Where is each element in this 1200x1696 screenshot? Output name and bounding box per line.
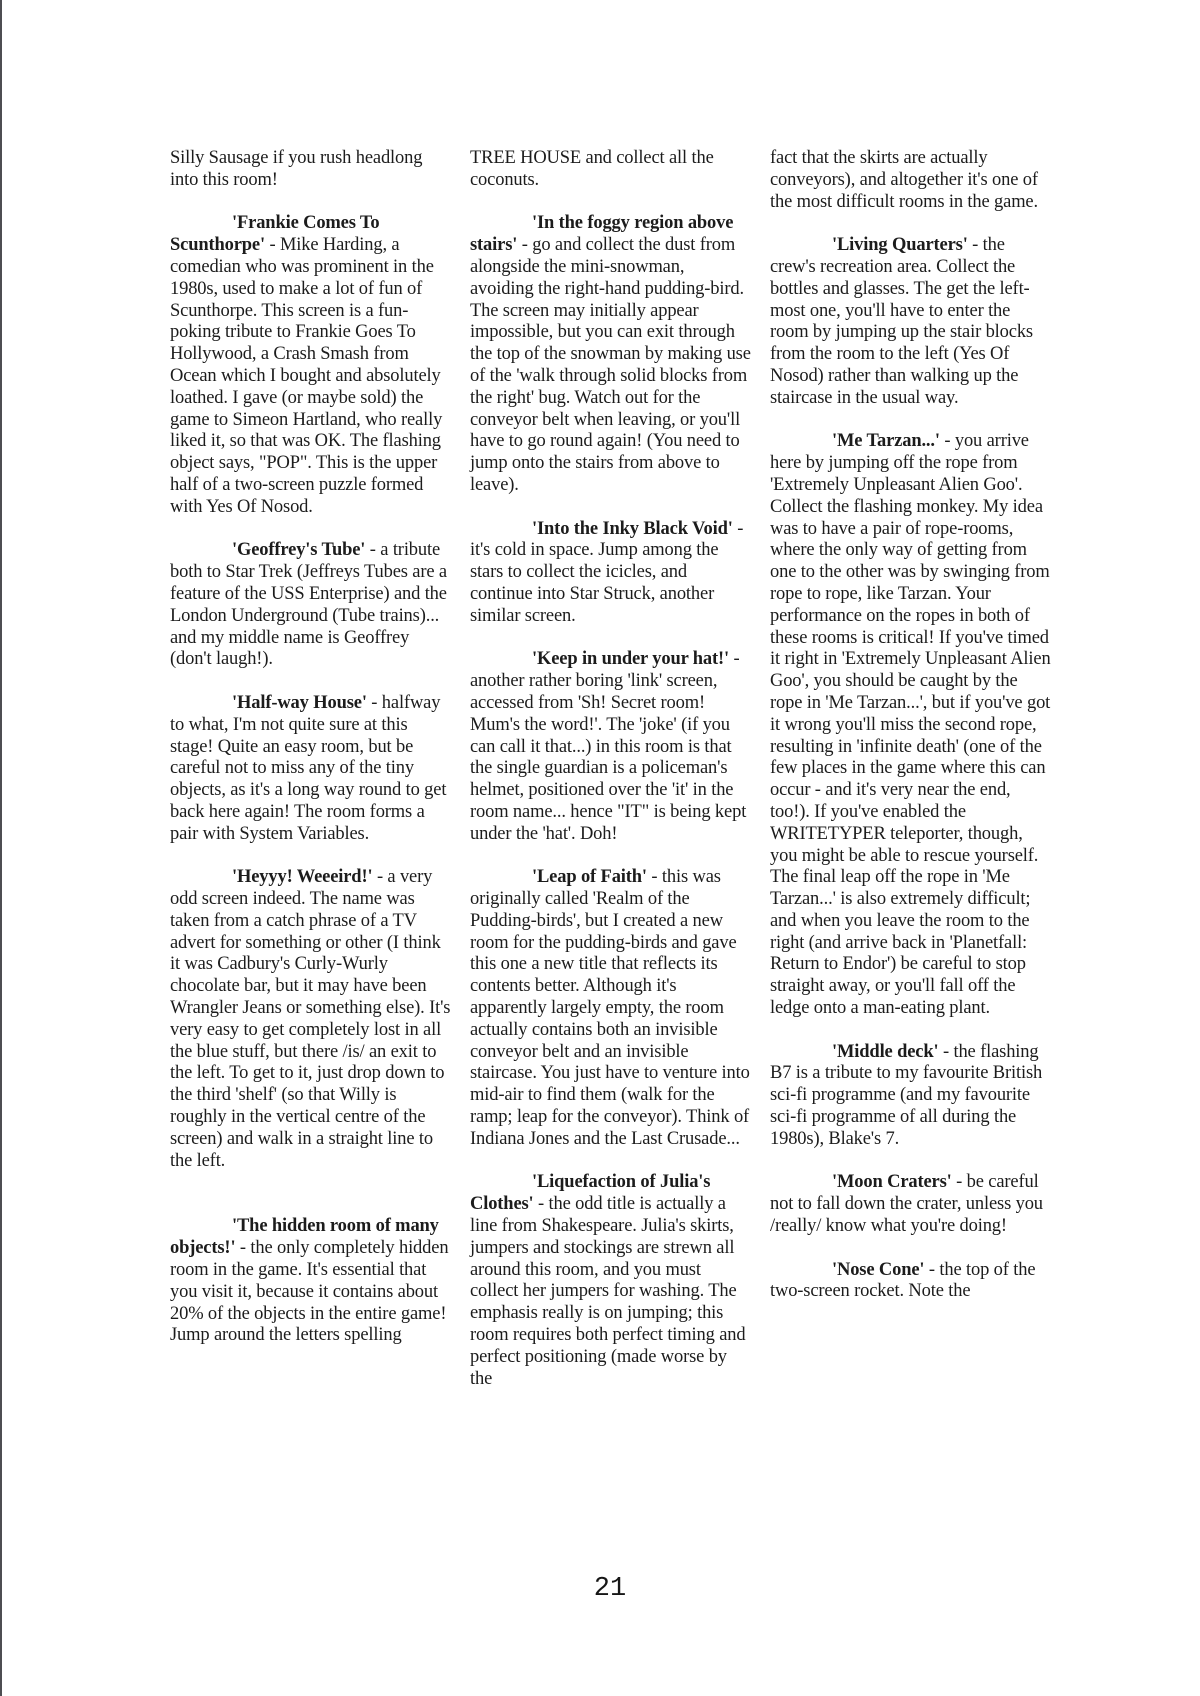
paragraph-text: - be careful not to fall down the crater, unless you /really/ know what you're doing! bbox=[770, 1172, 1043, 1237]
paragraph-heading: 'Into the Inky Black Void' bbox=[532, 518, 733, 539]
paragraph-text: - a very odd screen indeed. The name was taken from a catch phrase of a TV advert for something or other (I think it was Cadbury's Curly-Wurly chocolate bar, but it may have been Wrangler Jeans or something else). It's very easy to get completely lost in all the blue stuff, but there /is/ an exit to the left. To get to it, just drop down to the third 'shelf' (so that Willy is roughly in the vertical centre of the screen) and walk in a straight line to the left. bbox=[170, 867, 451, 1171]
paragraph bbox=[770, 1172, 1051, 1237]
paragraph-heading: 'Me Tarzan...' bbox=[832, 431, 940, 452]
paragraph-heading: 'The hidden room of many objects!' bbox=[170, 1216, 439, 1259]
paragraph bbox=[170, 1216, 451, 1347]
paragraph-heading: 'Middle deck' bbox=[832, 1041, 939, 1062]
paragraph bbox=[170, 693, 451, 846]
paragraph-text: - the odd title is actually a line from Shakespeare. Julia's skirts, jumpers and stockings are strewn all around this room, and you must collect her jumpers for washing. The emphasis really is on jumping; this room requires both perfect timing and perfect positioning (made worse by the bbox=[470, 1194, 746, 1389]
page-number: 21 bbox=[593, 1574, 627, 1604]
paragraph-text: Silly Sausage if you rush headlong into this room! bbox=[170, 148, 423, 190]
paragraph-heading: 'Nose Cone' bbox=[832, 1259, 925, 1280]
paragraph bbox=[770, 148, 1051, 213]
text-column-right bbox=[770, 148, 1051, 1325]
paragraph bbox=[770, 431, 1051, 1020]
paragraph-heading: 'Heyyy! Weeeird!' bbox=[232, 867, 373, 888]
paragraph-text: - the top of the two-screen rocket. Note the bbox=[770, 1259, 1036, 1302]
paragraph-text: - it's cold in space. Jump among the stars to collect the icicles, and continue into Star Struck, another similar screen. bbox=[470, 518, 744, 626]
paragraph bbox=[170, 148, 451, 192]
paragraph bbox=[170, 213, 451, 518]
paragraph bbox=[470, 1172, 751, 1390]
paragraph bbox=[770, 235, 1051, 409]
paragraph-text: - a tribute both to Star Trek (Jeffreys Tubes are a feature of the USS Enterprise) and the London Underground (Tube trains)... and my middle name is Geoffrey (don't laugh!). bbox=[170, 540, 447, 670]
paragraph-text: - you arrive here by jumping off the rope from 'Extremely Unpleasant Alien Goo'. Collect the flashing monkey. My idea was to have a pair of rope-rooms, where the only way of getting from one to the other was by swinging from rope to rope, like Tarzan. Your performance on the ropes in both of these rooms is critical! If you've timed it right in 'Extremely Unpleasant Alien Goo', you should be caught by the rope in 'Me Tarzan...', but if you've got it wrong you'll miss the second rope, resulting in 'infinite death' (one of the few places in the game where this can occur - and it's very near the end, too!). If you've enabled the WRITETYPER teleporter, though, you might be able to rescue yourself. The final leap off the rope in 'Me Tarzan...' is also extremely difficult; and when you leave the room to the right (and arrive back in 'Planetfall: Return to Endor') be careful to stop straight away, or you'll fall off the ledge onto a man-eating plant. bbox=[770, 431, 1051, 1019]
paragraph bbox=[770, 1260, 1051, 1304]
paragraph bbox=[470, 867, 751, 1150]
paragraph-text: - halfway to what, I'm not quite sure at this stage! Quite an easy room, but be careful not to miss any of the tiny objects, as it's a long way round to get back here again! The room forms a pair with System Variables. bbox=[170, 692, 447, 844]
paragraph-heading: 'Keep in under your hat!' bbox=[532, 649, 730, 670]
paragraph bbox=[470, 649, 751, 845]
paragraph-heading: 'Geoffrey's Tube' bbox=[232, 540, 366, 561]
paragraph bbox=[170, 867, 451, 1172]
paragraph-text: - another rather boring 'link' screen, accessed from 'Sh! Secret room! Mum's the word!'. The 'joke' (if you can call it that...) in this room is that the single guardian is a policeman's helmet, positioned over the 'it' in the room name... hence "IT" is being kept under the 'hat'. Doh! bbox=[470, 649, 747, 844]
paragraph-text: - the crew's recreation area. Collect the bottles and glasses. The get the left-most one, you'll have to enter the room by jumping up the stair blocks from the room to the left (Yes Of Nosod) rather than walking up the staircase in the usual way. bbox=[770, 235, 1033, 408]
paragraph-text: fact that the skirts are actually conveyors), and altogether it's one of the most difficult rooms in the game. bbox=[770, 148, 1038, 212]
text-column-left bbox=[170, 148, 451, 1369]
paragraph-text: - the flashing B7 is a tribute to my favourite British sci-fi programme (and my favourite sci-fi programme of all during the 1980s), Blake's 7. bbox=[770, 1041, 1043, 1149]
paragraph bbox=[470, 519, 751, 628]
paragraph-text: - the only completely hidden room in the game. It's essential that you visit it, because it contains about 20% of the objects in the entire game! Jump around the letters spelling bbox=[170, 1238, 449, 1346]
page-left-edge-line bbox=[0, 0, 2, 1696]
paragraph-heading: 'Frankie Comes To Scunthorpe' bbox=[170, 213, 380, 256]
paragraph-heading: 'Half-way House' bbox=[232, 692, 367, 713]
paragraph bbox=[470, 213, 751, 496]
paragraph bbox=[170, 540, 451, 671]
paragraph-heading: 'Leap of Faith' bbox=[532, 867, 647, 888]
paragraph-text: - go and collect the dust from alongside the mini-snowman, avoiding the right-hand pudding-bird. The screen may initially appear impossible, but you can exit through the top of the snowman by making use of the 'walk through solid blocks from the right' bug. Watch out for the conveyor belt when leaving, or you'll have to go round again! (You need to jump onto the stairs from above to leave). bbox=[470, 235, 751, 495]
paragraph-heading: 'Moon Craters' bbox=[832, 1172, 952, 1193]
paragraph-heading: 'In the foggy region above stairs' bbox=[470, 213, 734, 256]
paragraph-heading: 'Liquefaction of Julia's Clothes' bbox=[470, 1172, 711, 1215]
paragraph-text: - Mike Harding, a comedian who was prominent in the 1980s, used to make a lot of fun of Scunthorpe. This screen is a fun-poking tribute to Frankie Goes To Hollywood, a Crash Smash from Ocean which I bought and absolutely loathed. I gave (or maybe sold) the game to Simeon Hartland, who really liked it, so that was OK. The flashing object says, "POP". This is the upper half of a two-screen puzzle formed with Yes Of Nosod. bbox=[170, 235, 443, 517]
paragraph-text: - this was originally called 'Realm of the Pudding-birds', but I created a new room for the pudding-birds and gave this one a new title that reflects its contents better. Although it's apparently largely empty, the room actually contains both an invisible conveyor belt and an invisible staircase. You just have to venture into mid-air to find them (walk for the ramp; leap for the conveyor). Think of Indiana Jones and the Last Crusade... bbox=[470, 867, 750, 1149]
paragraph-text: TREE HOUSE and collect all the coconuts. bbox=[470, 148, 714, 190]
paragraph-heading: 'Living Quarters' bbox=[832, 235, 968, 256]
paragraph bbox=[470, 148, 751, 192]
paragraph bbox=[770, 1042, 1051, 1151]
text-column-middle bbox=[470, 148, 751, 1412]
